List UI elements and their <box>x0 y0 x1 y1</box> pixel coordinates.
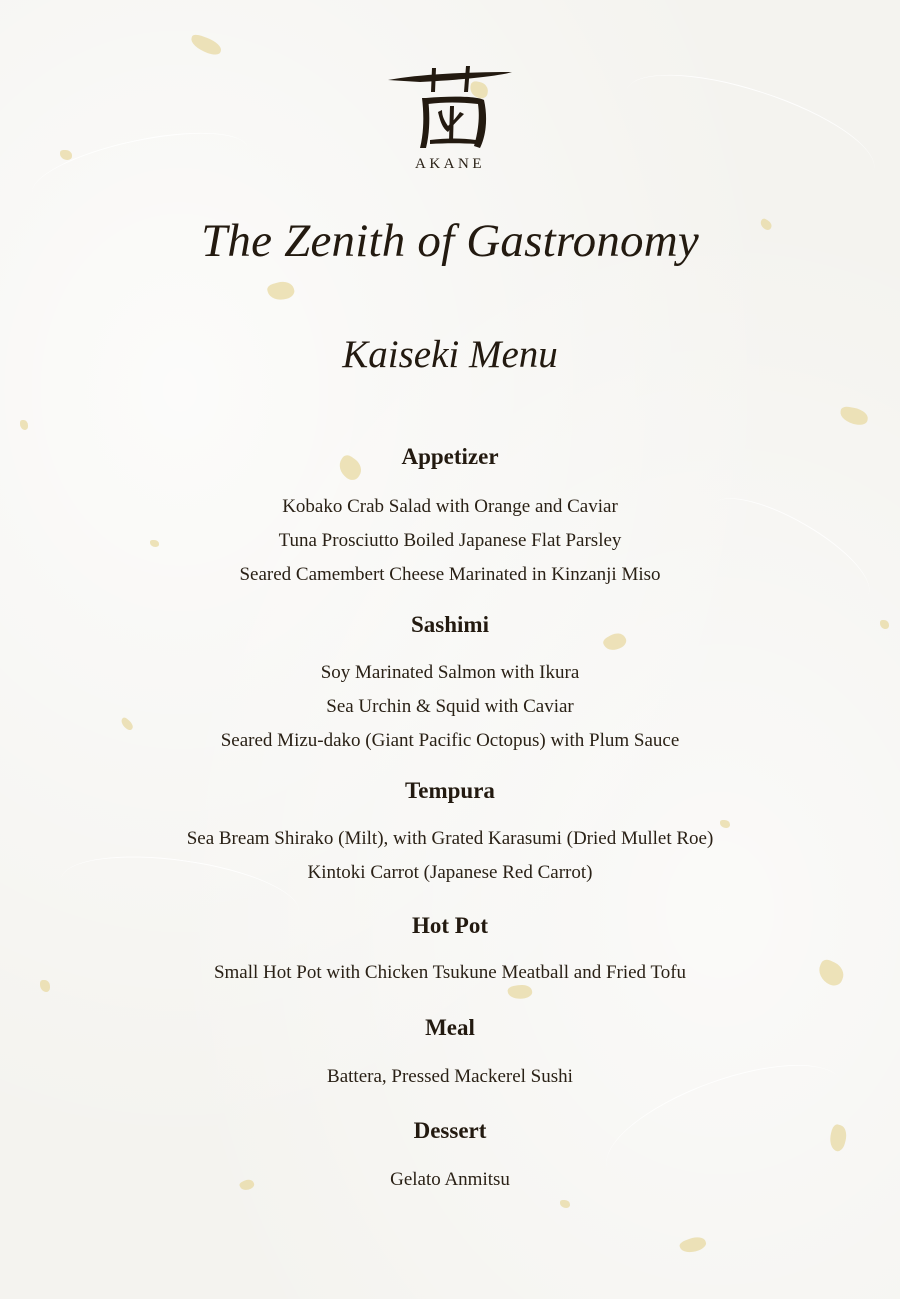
brand-wordmark: AKANE <box>415 156 485 172</box>
menu-item: Battera, Pressed Mackerel Sushi <box>327 1066 573 1087</box>
gold-fleck <box>839 406 869 427</box>
gold-fleck <box>266 279 296 303</box>
gold-fleck <box>20 420 28 430</box>
gold-fleck <box>678 1234 707 1256</box>
paper-fiber <box>614 52 886 209</box>
menu-item: Kintoki Carrot (Japanese Red Carrot) <box>307 862 593 883</box>
menu-item: Soy Marinated Salmon with Ikura <box>320 662 580 683</box>
paper-fiber <box>26 118 254 223</box>
menu-item: Kobako Crab Salad with Orange and Caviar <box>282 496 618 517</box>
section-title-meal: Meal <box>425 1015 475 1040</box>
menu-item: Small Hot Pot with Chicken Tsukune Meatball and Fried Tofu <box>213 962 687 983</box>
akane-kanji-mark <box>380 62 520 156</box>
menu-item: Seared Camembert Cheese Marinated in Kinzanji Miso <box>239 564 661 585</box>
gold-fleck <box>189 33 224 57</box>
menu-item: Seared Mizu-dako (Giant Pacific Octopus) with Plum Sauce <box>220 730 680 751</box>
menu-item: Sea Bream Shirako (Milt), with Grated Karasumi (Dried Mullet Roe) <box>186 828 714 849</box>
section-title-hot-pot: Hot Pot <box>411 913 488 938</box>
menu-item: Sea Urchin & Squid with Caviar <box>326 696 574 717</box>
section-title-dessert: Dessert <box>413 1118 487 1143</box>
section-title-appetizer: Appetizer <box>401 444 499 469</box>
menu-subtitle: Kaiseki Menu <box>342 333 558 376</box>
gold-fleck <box>507 983 533 1001</box>
menu-item: Tuna Prosciutto Boiled Japanese Flat Parsley <box>278 530 622 551</box>
gold-fleck <box>60 150 72 160</box>
section-title-sashimi: Sashimi <box>411 612 489 637</box>
section-title-tempura: Tempura <box>405 778 495 803</box>
gold-fleck <box>560 1200 570 1208</box>
gold-fleck <box>720 820 730 828</box>
menu-item: Gelato Anmitsu <box>390 1169 510 1190</box>
page-title: The Zenith of Gastronomy <box>201 215 699 267</box>
akane-logo <box>380 62 520 174</box>
